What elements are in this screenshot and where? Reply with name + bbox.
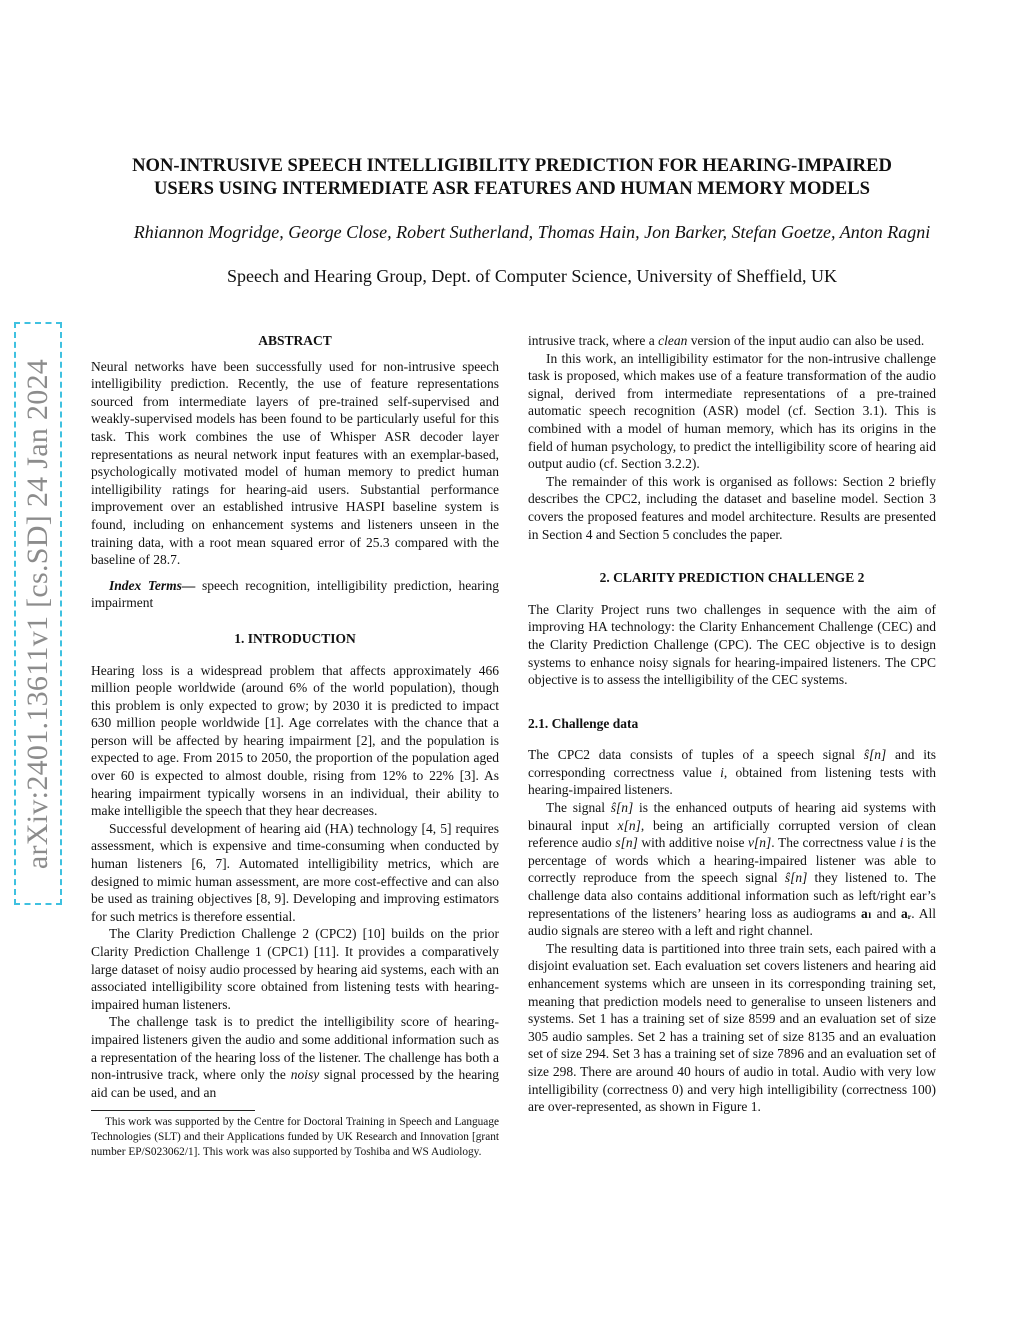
d1-b: and its corresponding correctness value — [528, 747, 937, 780]
section-2-paragraph: The Clarity Project runs two challenges in sequence with the aim of improving HA technology: the Clarity Enhancement Challenge (CEC) and the Clarity Prediction Challenge (CPC). The CEC objective is to design systems to enhance noisy signals for hearing-impaired listeners. The CPC objective is to assess the intelligibility of the CEC systems. — [528, 601, 936, 688]
intro-paragraph-4-b: signal processed by the hearing aid can be used, and an — [91, 1067, 499, 1100]
intro-continuation-em: clean — [658, 333, 688, 348]
d1-signal: ŝ[n] — [863, 747, 887, 763]
paper-title-line-1: NON-INTRUSIVE SPEECH INTELLIGIBILITY PREDICTION FOR HEARING-IMPAIRED — [132, 155, 892, 176]
challenge-data-paragraph-1 — [528, 746, 936, 799]
d2-j: . All audio signals are stereo with a left and right channel. — [528, 905, 936, 939]
affiliation: Speech and Hearing Group, Dept. of Computer Science, University of Sheffield, UK — [226, 266, 837, 286]
intro-paragraph-2: Successful development of hearing aid (HA) technology [4, 5] requires assessment, which is expensive and time-consuming when conducted by human listeners [6, 7]. Automated intelligibility metrics, which are designed to mimic human assessment, are more cost-effective and can also be used as training objectives [8, 9]. Developing and improving estimators for such metrics is therefore essential. — [91, 820, 499, 924]
arxiv-sidebar[interactable] — [14, 322, 62, 905]
intro-paragraph-6: The remainder of this work is organised as follows: Section 2 briefly describes the CPC2, including the dataset and baseline model. Section 3 covers the proposed features and model architecture. Results are presented in Section 4 and Section 5 concludes the paper. — [528, 473, 936, 542]
author-list: Rhiannon Mogridge, George Close, Robert Sutherland, Thomas Hain, Jon Barker, Stefan Goetze, Anton Ragni — [133, 222, 931, 242]
index-terms-label: Index Terms— — [109, 577, 196, 593]
index-terms — [91, 577, 499, 612]
intro-paragraph-4 — [91, 1013, 499, 1101]
challenge-data-paragraph-3: The resulting data is partitioned into three train sets, each paired with a disjoint evaluation set. Each evaluation set covers listeners and hearing aid enhancement systems which are unseen in its corresponding training set, meaning that prediction models need to generalise to unseen listeners and systems. Set 1 has a training set of size 8599 and an evaluation set of size 305 audio samples. Set 2 has a training set of size 8135 and an evaluation set of size 294. Set 3 has a training set of size 7896 and an evaluation set of size 298. There are around 40 hours of audio in total. Audio with very low intelligibility (correctness 0) and very high intelligibility (correctness 100) are over-represented, as shown in Figure 1. — [528, 940, 936, 1115]
abstract-text: Neural networks have been successfully used for non-intrusive speech intelligibility prediction. Recently, the use of feature representations sourced from intermediate layers of pre-trained self-supervised and weakly-supervised models has been found to be particularly useful for this task. This work combines the use of Whisper ASR decoder layer representations as neural network input features with an exemplar-based, psychologically motivated model of human memory to predict human intelligibility ratings for hearing-aid users. Substantial performance improvement over an established intrusive HASPI baseline system is found, including on enhancement systems and listeners unseen in the training data, with a root mean squared error of 25.3 compared with the baseline of 28.7. — [91, 358, 499, 568]
d2-signal: ŝ[n] — [610, 800, 634, 816]
d2-sr: s[n] — [615, 835, 638, 851]
d2-h: and — [871, 905, 901, 921]
intro-continuation-b: version of the input audio can also be used. — [687, 333, 925, 348]
left-column — [91, 332, 499, 1160]
intro-paragraph-5: In this work, an intelligibility estimator for the non-intrusive challenge task is proposed, which makes use of a feature transformation of the audio signal, derived from intermediate representations of a pre-trained automatic speech recognition (ASR) model (cf. Section 3.1). This is combined with a model of human memory, which has its origins in the field of human psychology, to predict the intelligibility score of hearing aid output audio (cf. Section 3.2.2). — [528, 350, 936, 472]
footnote-divider — [91, 1110, 255, 1111]
paper-title — [60, 154, 964, 200]
d2-a: The signal — [546, 800, 611, 816]
abstract-heading: ABSTRACT — [258, 333, 332, 348]
index-terms-text: speech recognition, intelligibility prediction, hearing impairment — [91, 577, 499, 611]
d2-v: v[n] — [748, 835, 772, 851]
d1-i: i — [720, 764, 724, 780]
d1-c: , obtained from listening tests with hearing-impaired listeners. — [528, 764, 937, 798]
intro-continuation-a: intrusive track, where a — [528, 333, 659, 348]
d2-audiogram-right: aᵣ — [901, 905, 912, 921]
d2-audiogram-left: aₗ — [860, 905, 872, 921]
intro-paragraph-4-em: noisy — [290, 1067, 320, 1083]
subsection-2-1-heading: 2.1. Challenge data — [528, 715, 639, 731]
d2-f: is the percentage of words which a hearing-impaired listener was able to correctly reproduce from the speech signal — [528, 835, 936, 886]
d2-c: , being an artificially corrupted version of clean reference audio — [528, 817, 936, 851]
intro-paragraph-3: The Clarity Prediction Challenge 2 (CPC2) [10] builds on the prior Clarity Prediction Challenge 1 (CPC1) [11]. It provides a comparatively large dataset of noisy audio processed by hearing aid systems, each with an associated intelligibility score obtained from listening tests with hearing-impaired human listeners. — [91, 926, 499, 1012]
intro-paragraph-1: Hearing loss is a widespread problem that affects approximately 466 million people worldwide (around 6% of the world population), though this problem is only expected to grow; by 2030 it is predicted to impact 630 million people worldwide [1]. Age correlates with the chance that a person will be affected by hearing impairment [2], and the population is expected to age. From 2015 to 2050, the proportion of the population aged over 60 is expected to almost double, rising from 12% to 22% [3]. As hearing impairment typically worsens in an individual, their ability to make intelligible the speech that they hear decreases. — [91, 662, 499, 819]
intro-continuation — [528, 332, 936, 350]
funding-footnote: This work was supported by the Centre for Doctoral Training in Speech and Language Technologies (SLT) and their Applications funded by UK Research and Innovation [grant number EP/S023062/1]. This work was also supported by Toshiba and WS Audiology. — [91, 1116, 499, 1159]
introduction-heading: 1. INTRODUCTION — [234, 630, 356, 646]
challenge-data-paragraph-2 — [528, 799, 936, 940]
arxiv-identifier[interactable]: arXiv:2401.13611v1 [cs.SD] 24 Jan 2024 — [21, 358, 54, 869]
d2-x: x[n] — [617, 817, 641, 833]
d2-i: i — [899, 835, 904, 851]
d2-signal-2: ŝ[n] — [784, 870, 808, 886]
d1-a: The CPC2 data consists of tuples of a speech signal — [528, 747, 864, 763]
right-column — [528, 332, 936, 1116]
d2-d: with additive noise — [637, 835, 749, 851]
d2-g: they listened to. The challenge data also contains additional information such as left/right ear’s representations of the listeners’ hearing loss as audiograms — [528, 870, 936, 921]
intro-paragraph-4-a: The challenge task is to predict the intelligibility score of hearing-impaired listeners given the audio and some additional information such as a representation of the hearing loss of the listener. The challenge has both a non-intrusive track, where only the — [91, 1014, 499, 1083]
d2-b: is the enhanced outputs of hearing aid systems with binaural input — [528, 800, 936, 833]
paper-title-line-2: USERS USING INTERMEDIATE ASR FEATURES AND HUMAN MEMORY MODELS — [154, 178, 870, 199]
section-2-heading: 2. CLARITY PREDICTION CHALLENGE 2 — [599, 570, 865, 586]
d2-e: . The correctness value — [771, 835, 900, 851]
